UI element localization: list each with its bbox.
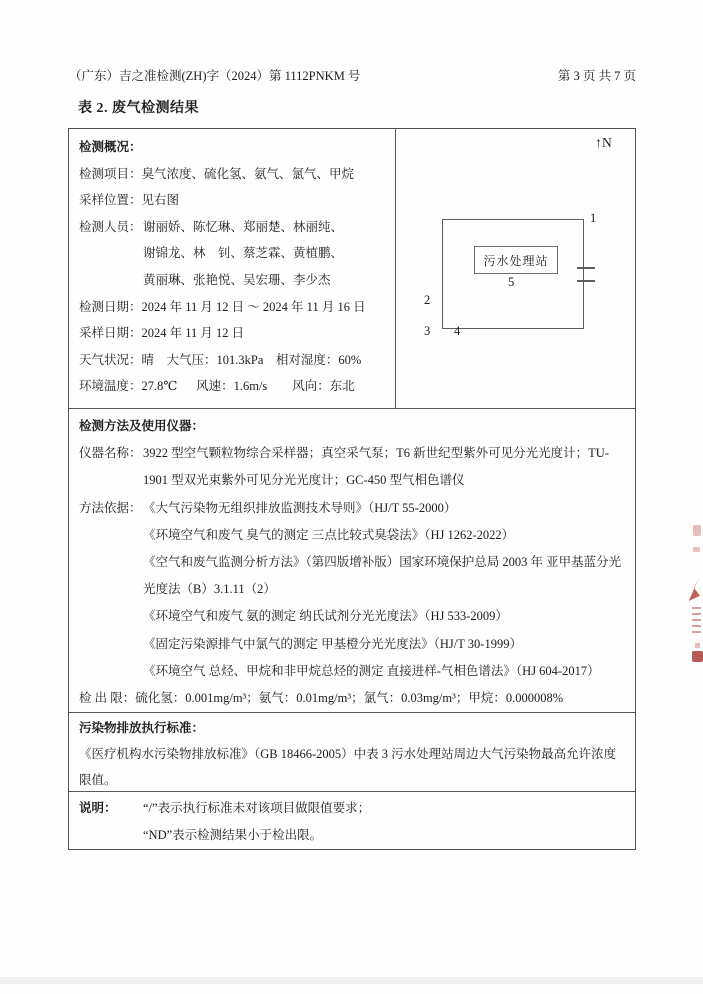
point-label-4: 4 — [454, 324, 461, 338]
methods-heading: 检测方法及使用仪器： — [79, 419, 205, 433]
method-basis-entry: 《环境空气 总烃、甲烷和非甲烷总烃的测定 直接进样-气相色谱法》（HJ 604-2017） — [143, 663, 600, 678]
seal-fragment — [685, 577, 700, 601]
test-date-line: 检测日期：2024 年 11 月 12 日 ～ 2024 年 11 月 16 日 — [79, 299, 366, 314]
method-basis-entry: 《固定污染源排气中氯气的测定 甲基橙分光光度法》（HJ/T 30-1999） — [143, 636, 522, 651]
point-label-2: 2 — [424, 293, 431, 307]
method-basis-label: 方法依据： — [79, 500, 142, 515]
detection-limit-line: 检 出 限：硫化氢：0.001mg/m³；氨气：0.01mg/m³；氯气：0.03mg/m³；甲烷：0.000008% — [79, 691, 564, 706]
method-basis-list — [143, 495, 625, 685]
sampling-port-tick — [577, 280, 595, 282]
weather-line: 天气状况：晴 大气压：101.3kPa 相对湿度：60% — [79, 352, 362, 367]
sampling-date-line: 采样日期：2024 年 11 月 12 日 — [79, 326, 245, 341]
seal-fragment — [692, 651, 703, 662]
standards-row — [69, 712, 635, 791]
method-basis-block — [79, 495, 625, 685]
north-arrow-icon: ↑ — [595, 136, 602, 151]
note-line: “ND”表示检测结果小于检出限。 — [143, 828, 323, 843]
note-line: “/”表示执行标准未对该项目做限值要求； — [143, 801, 371, 815]
notes-block — [79, 795, 625, 849]
method-basis-entry: 《环境空气和废气 臭气的测定 三点比较式臭袋法》（HJ 1262-2022） — [143, 527, 515, 542]
method-basis-entry: 《环境空气和废气 氨的测定 纳氏试剂分光光度法》（HJ 533-2009） — [143, 609, 508, 624]
point-label-3: 3 — [424, 324, 431, 338]
instruments-text: 3922 型空气颗粒物综合采样器；真空采气泵；T6 新世纪型紫外可见分光光度计；TU-1901 型双光束紫外可见分光光度计；GC-450 型气相色谱仪 — [143, 446, 609, 488]
overview-row — [69, 129, 635, 408]
personnel-names — [143, 214, 387, 294]
point-label-5: 5 — [508, 275, 515, 289]
page-header — [69, 66, 636, 84]
methods-row — [69, 408, 635, 712]
results-table — [68, 128, 636, 850]
north-label: N — [602, 135, 612, 150]
notes-row — [69, 791, 635, 849]
station-box — [474, 246, 558, 274]
point-label-1: 1 — [590, 211, 597, 225]
seal-fragment — [693, 547, 700, 552]
method-basis-entry: 《空气和废气监测分析方法》（第四版增补版）国家环境保护总局 2003 年 亚甲基蓝分光光度法（B）3.1.11（2） — [143, 555, 622, 597]
method-basis-entry: 《大气污染物无组织排放监测技术导则》（HJ/T 55-2000） — [143, 500, 457, 515]
table-title: 表 2. 废气检测结果 — [78, 101, 199, 116]
north-indicator — [595, 135, 612, 152]
standards-body: 《医疗机构水污染物排放标准》（GB 18466-2005）中表 3 污水处理站周边大气污染物最高允许浓度限值。 — [79, 746, 617, 787]
page-indicator: 第 3 页 共 7 页 — [557, 69, 636, 83]
environment-line: 环境温度：27.8℃ 风速：1.6m/s 风向：东北 — [79, 379, 355, 394]
personnel-label: 检测人员： — [79, 219, 142, 234]
overview-heading: 检测概况： — [79, 140, 142, 154]
station-label: 污水处理站 — [483, 253, 549, 268]
seal-fragment — [695, 643, 700, 648]
notes-lines — [143, 795, 625, 849]
instruments-label: 仪器名称： — [79, 446, 142, 461]
sampling-diagram — [396, 129, 635, 408]
site-outline — [442, 219, 584, 329]
instruments-block — [79, 440, 625, 494]
notes-label: 说明： — [79, 801, 117, 815]
personnel-name-line: 谢丽娇、陈忆琳、郑丽楚、林丽纯、 — [143, 219, 344, 234]
sampling-location-line: 采样位置：见右图 — [79, 193, 180, 208]
page-bottom-shadow — [0, 977, 703, 984]
personnel-block — [79, 214, 387, 294]
standards-heading: 污染物排放执行标准： — [79, 721, 205, 735]
overview-cell — [69, 129, 396, 408]
seal-fragment — [692, 607, 701, 633]
sampling-port-tick — [577, 267, 595, 269]
test-items-line: 检测项目：臭气浓度、硫化氢、氨气、氯气、甲烷 — [79, 166, 355, 181]
personnel-name-line: 黄丽琳、张艳悦、吴宏珊、李少杰 — [143, 272, 331, 287]
seal-fragment — [693, 525, 701, 536]
doc-number: （广东）吉之准检测(ZH)字（2024）第 1112PNKM 号 — [69, 69, 361, 83]
personnel-name-line: 谢锦龙、林 钊、蔡芝霖、黄植鹏、 — [143, 246, 344, 261]
